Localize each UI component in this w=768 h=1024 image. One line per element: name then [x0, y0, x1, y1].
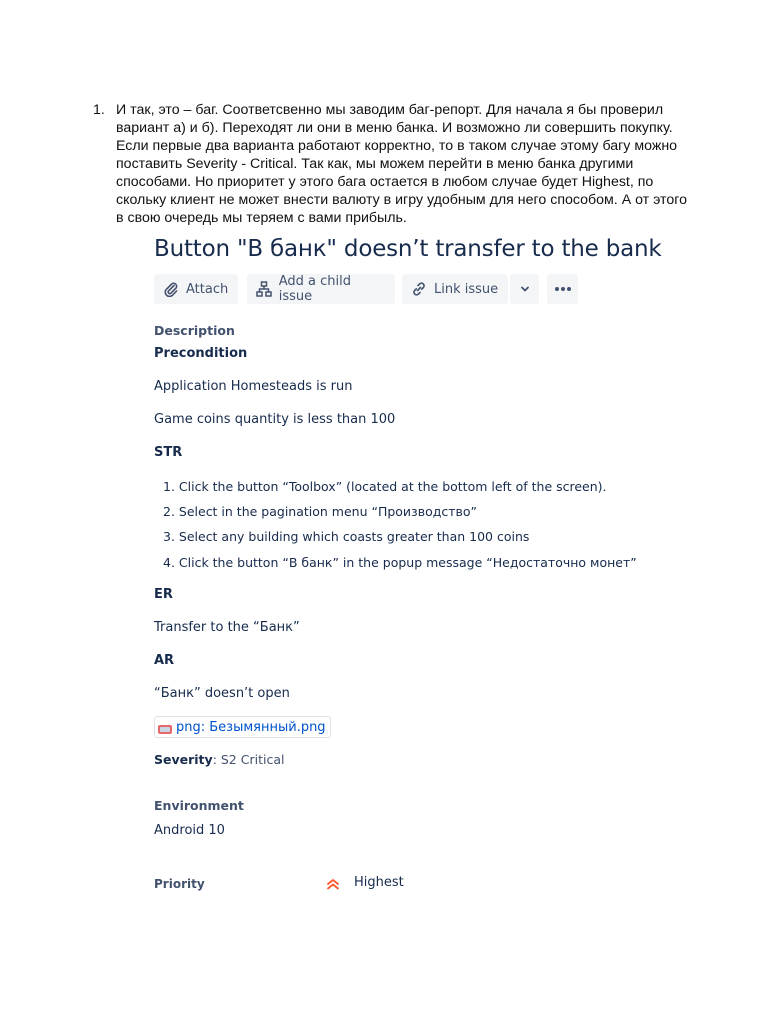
severity-label: Severity [154, 752, 213, 767]
environment-value: Android 10 [154, 823, 225, 838]
precondition-line: Game coins quantity is less than 100 [154, 412, 396, 427]
str-heading: STR [154, 445, 183, 460]
answer-paragraph [93, 101, 693, 227]
hierarchy-icon [255, 280, 273, 298]
precondition-line: Application Homesteads is run [154, 379, 353, 394]
image-file-icon [158, 723, 172, 732]
er-heading: ER [154, 587, 173, 602]
actual-result: “Банк” doesn’t open [154, 686, 290, 701]
severity-row [154, 752, 284, 767]
list-item: 3. Select any building which coasts greater than 100 coins [163, 529, 530, 544]
link-dropdown-button[interactable] [509, 274, 539, 304]
attachment-name: png: Безымянный.png [176, 719, 326, 735]
priority-row [154, 875, 554, 893]
priority-value[interactable]: Highest [354, 875, 404, 890]
severity-value: : S2 Critical [212, 752, 285, 767]
priority-highest-icon [326, 876, 340, 890]
list-item: 1. Click the button “Toolbox” (located at the bottom left of the screen). [163, 479, 607, 494]
list-item: 2. Select in the pagination menu “Производство” [163, 504, 478, 519]
paperclip-icon [162, 280, 180, 298]
issue-title[interactable]: Button "В банк" doesn’t transfer to the bank [154, 236, 662, 262]
attach-button[interactable] [154, 274, 238, 304]
paragraph-text: И так, это – баг. Соответсвенно мы заводим баг-репорт. Для начала я бы проверил вариант а) и б). Переходят ли они в меню банка. И возможно ли совершить покупку. Если первые два варианта работают корректно, то в таком случае этому багу можно поставить Severity - Critical. Так как, мы можем перейти в меню банка другими способами. Но приоритет у этого бага остается в любом случае будет Highest, по скольку клиент не может внести валюту в игру удобным для него способом. А от этого в свою очередь мы теряем с вами прибыль. [116, 102, 688, 226]
environment-label: Environment [154, 798, 244, 813]
link-issue-button[interactable] [402, 274, 508, 304]
chevron-down-icon [519, 283, 531, 295]
link-issue-label: Link issue [434, 281, 499, 297]
more-actions-button[interactable] [547, 274, 578, 304]
list-item: 4. Click the button “В банк” in the popup message “Недостаточно монет” [163, 555, 637, 570]
expected-result: Transfer to the “Банк” [154, 620, 300, 635]
precondition-heading: Precondition [154, 346, 248, 361]
add-child-issue-button[interactable] [247, 274, 395, 304]
ar-heading: AR [154, 653, 175, 668]
description-label: Description [154, 323, 235, 338]
priority-label: Priority [154, 877, 205, 891]
list-number: 1. [93, 102, 105, 118]
link-icon [410, 280, 428, 298]
add-child-label: Add a child issue [278, 274, 352, 304]
more-dots-icon [554, 286, 572, 292]
attach-label: Attach [186, 281, 229, 297]
attachment-link[interactable] [154, 716, 331, 738]
